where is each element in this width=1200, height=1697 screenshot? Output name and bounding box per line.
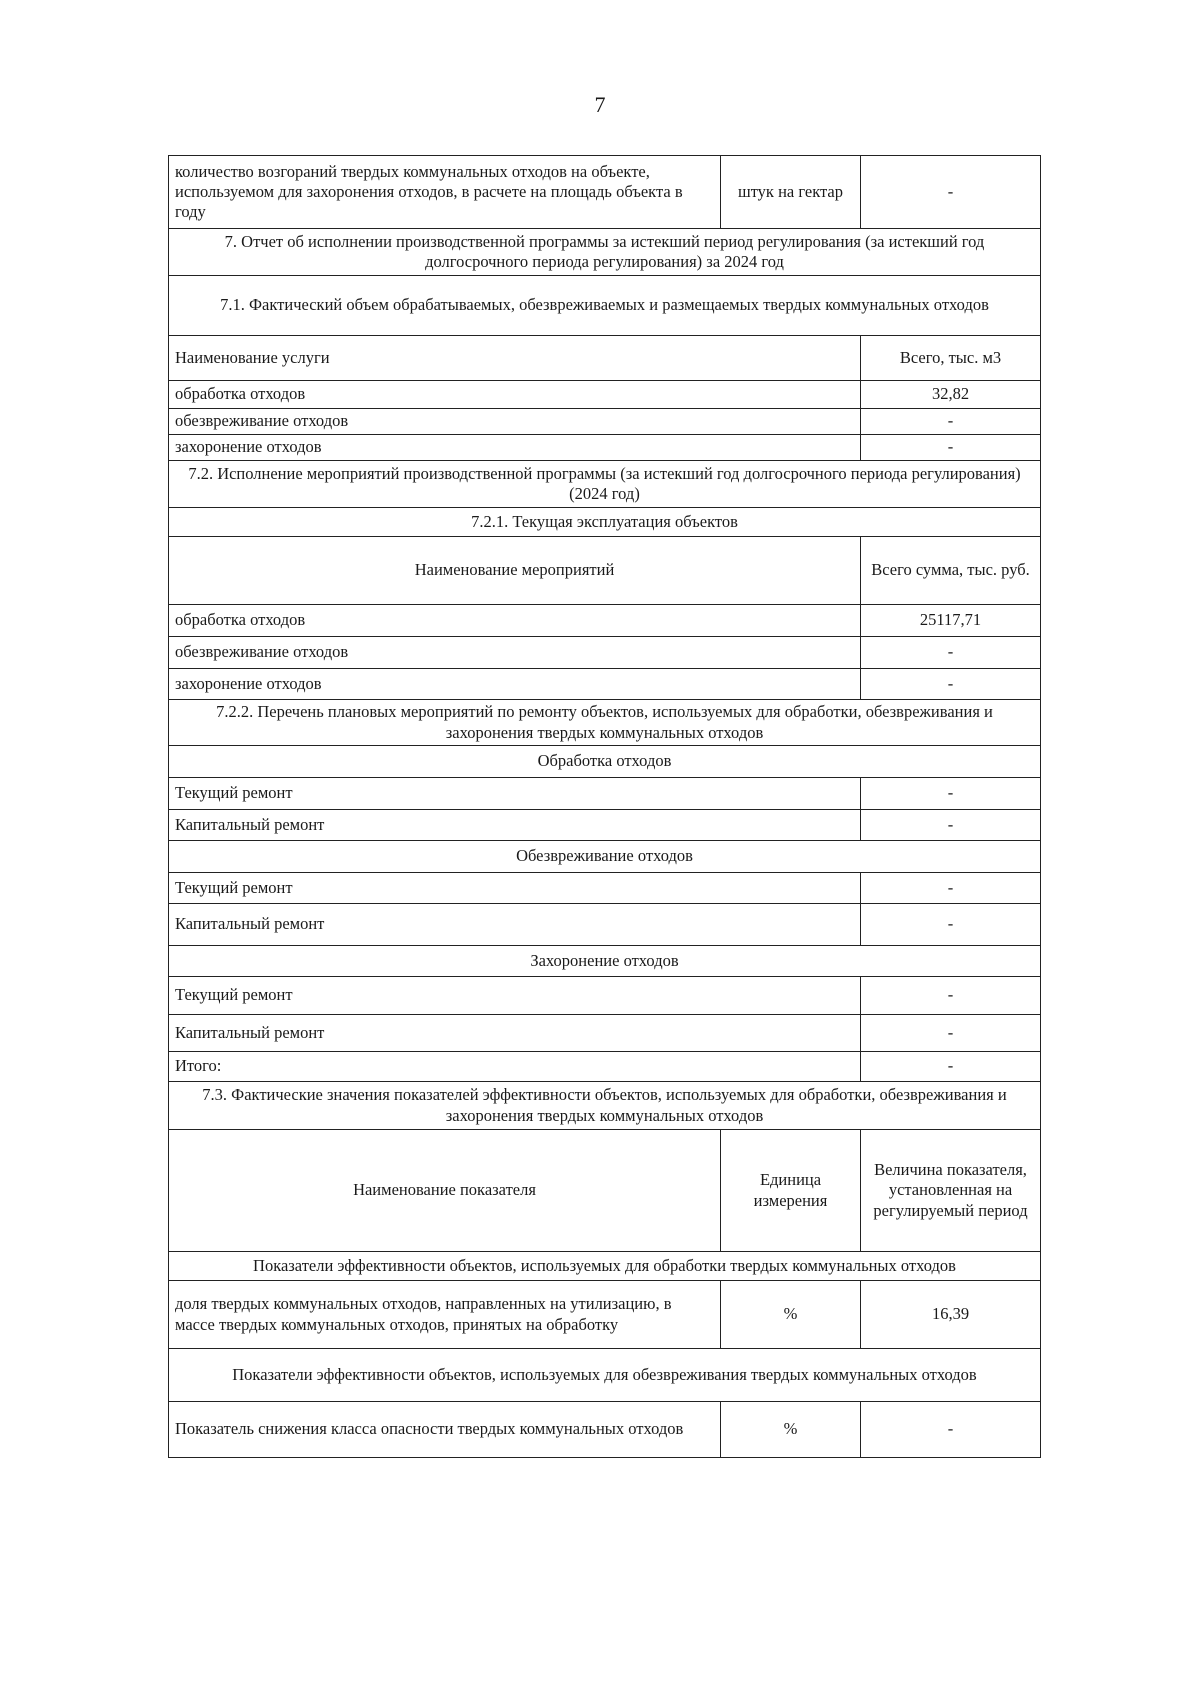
indicator-name: доля твердых коммунальных отходов, направленных на утилизацию, в массе твердых коммунальных отходов, принятых на обработку (169, 1281, 721, 1349)
indicators-header-value: Величина показателя, установленная на регулируемый период (861, 1130, 1041, 1252)
indicator-unit: % (721, 1281, 861, 1349)
repair-name: Капитальный ремонт (169, 1015, 861, 1052)
repair-name: Текущий ремонт (169, 873, 861, 904)
measure-value: - (861, 669, 1041, 700)
total-label: Итого: (169, 1052, 861, 1082)
table-row (169, 605, 1041, 637)
table-row (169, 1402, 1041, 1458)
table-row (169, 810, 1041, 841)
measures-header-total: Всего сумма, тыс. руб. (861, 537, 1041, 605)
repair-value: - (861, 778, 1041, 810)
measure-value: 25117,71 (861, 605, 1041, 637)
service-value: - (861, 435, 1041, 461)
report-table (168, 155, 1041, 1458)
repair-group-title: Захоронение отходов (169, 946, 1041, 977)
indicators-header-name: Наименование показателя (169, 1130, 721, 1252)
indicator-value: 16,39 (861, 1281, 1041, 1349)
table-row (169, 381, 1041, 409)
table-row (169, 977, 1041, 1015)
table-row (169, 409, 1041, 435)
section-7-2-title: 7.2. Исполнение мероприятий производственной программы (за истекший год долгосрочного периода регулирования) (2024 год) (169, 461, 1041, 508)
service-value: 32,82 (861, 381, 1041, 409)
repair-name: Текущий ремонт (169, 977, 861, 1015)
service-name: обработка отходов (169, 381, 861, 409)
service-name: обезвреживание отходов (169, 409, 861, 435)
processing-indicators-title: Показатели эффективности объектов, используемых для обработки твердых коммунальных отходов (169, 1252, 1041, 1281)
indicator-unit: % (721, 1402, 861, 1458)
measure-name: обработка отходов (169, 605, 861, 637)
total-row (169, 1052, 1041, 1082)
measures-header-name: Наименование мероприятий (169, 537, 861, 605)
fires-unit: штук на гектар (721, 156, 861, 229)
repair-name: Текущий ремонт (169, 778, 861, 810)
table-row (169, 669, 1041, 700)
table-row (169, 778, 1041, 810)
section-7-1-title: 7.1. Фактический объем обрабатываемых, обезвреживаемых и размещаемых твердых коммунальных отходов (169, 276, 1041, 336)
services-header-total: Всего, тыс. м3 (861, 336, 1041, 381)
service-name: захоронение отходов (169, 435, 861, 461)
section-7-title: 7. Отчет об исполнении производственной программы за истекший период регулирования (за истекший год долгосрочного периода регулирования) за 2024 год (169, 229, 1041, 276)
table-row (169, 1015, 1041, 1052)
services-header-name: Наименование услуги (169, 336, 861, 381)
indicator-name: Показатель снижения класса опасности твердых коммунальных отходов (169, 1402, 721, 1458)
repair-group-title: Обезвреживание отходов (169, 841, 1041, 873)
measure-value: - (861, 637, 1041, 669)
repair-name: Капитальный ремонт (169, 810, 861, 841)
fires-row (169, 156, 1041, 229)
measure-name: захоронение отходов (169, 669, 861, 700)
table-row (169, 435, 1041, 461)
page-number: 7 (594, 92, 606, 117)
fires-label: количество возгораний твердых коммунальных отходов на объекте, используемом для захоронения отходов, в расчете на площадь объекта в году (169, 156, 721, 229)
table-row (169, 637, 1041, 669)
repair-name: Капитальный ремонт (169, 904, 861, 946)
repair-value: - (861, 873, 1041, 904)
repair-value: - (861, 810, 1041, 841)
table-row (169, 873, 1041, 904)
repair-value: - (861, 904, 1041, 946)
section-7-3-title: 7.3. Фактические значения показателей эффективности объектов, используемых для обработки, обезвреживания и захоронения твердых коммунальных отходов (169, 1082, 1041, 1130)
table-row (169, 904, 1041, 946)
repair-group-title: Обработка отходов (169, 746, 1041, 778)
fires-value: - (861, 156, 1041, 229)
section-7-2-2-title: 7.2.2. Перечень плановых мероприятий по ремонту объектов, используемых для обработки, обезвреживания и захоронения твердых коммунальных отходов (169, 700, 1041, 746)
indicators-header-unit: Единица измерения (721, 1130, 861, 1252)
table-row (169, 1281, 1041, 1349)
total-value: - (861, 1052, 1041, 1082)
service-value: - (861, 409, 1041, 435)
repair-value: - (861, 977, 1041, 1015)
neutralization-indicators-title: Показатели эффективности объектов, используемых для обезвреживания твердых коммунальных отходов (169, 1349, 1041, 1402)
measure-name: обезвреживание отходов (169, 637, 861, 669)
section-7-2-1-title: 7.2.1. Текущая эксплуатация объектов (169, 508, 1041, 537)
repair-value: - (861, 1015, 1041, 1052)
indicator-value: - (861, 1402, 1041, 1458)
